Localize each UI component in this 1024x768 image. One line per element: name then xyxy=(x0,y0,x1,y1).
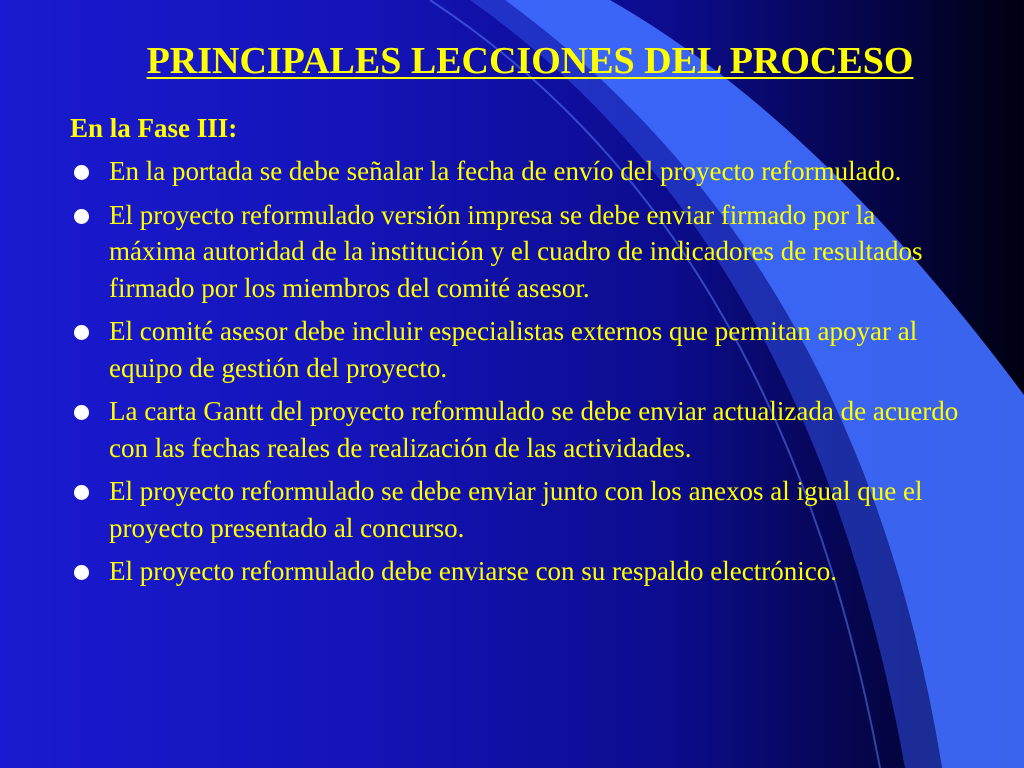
bullet-text: El proyecto reformulado versión impresa se debe enviar firmado por la máxima autoridad de la institución y el cuadro de indicadores de resultados firmado por los miembros del comité asesor. xyxy=(109,199,923,303)
bullet-dot-icon xyxy=(74,405,89,420)
bullet-item xyxy=(70,313,960,386)
bullet-dot-icon xyxy=(74,325,89,340)
bullet-list xyxy=(70,153,960,597)
bullet-text: En la portada se debe señalar la fecha de envío del proyecto reformulado. xyxy=(109,156,902,186)
bullet-item xyxy=(70,153,960,190)
bullet-item xyxy=(70,393,960,466)
bullet-item xyxy=(70,553,960,590)
bullet-dot-icon xyxy=(74,165,89,180)
bullet-dot-icon xyxy=(74,485,89,500)
bullet-text: El comité asesor debe incluir especialistas externos que permitan apoyar al equipo de gestión del proyecto. xyxy=(109,316,918,383)
bullet-text: El proyecto reformulado debe enviarse con su respaldo electrónico. xyxy=(109,556,837,586)
bullet-item xyxy=(70,473,960,546)
slide-subtitle: En la Fase III: xyxy=(70,113,238,143)
bullet-dot-icon xyxy=(74,565,89,580)
bullet-item xyxy=(70,197,960,307)
bullet-text: El proyecto reformulado se debe enviar junto con los anexos al igual que el proyecto presentado al concurso. xyxy=(109,476,923,543)
slide-title: PRINCIPALES LECCIONES DEL PROCESO xyxy=(146,40,914,82)
bullet-text: La carta Gantt del proyecto reformulado se debe enviar actualizada de acuerdo con las fechas reales de realización de las actividades. xyxy=(109,396,959,463)
bullet-dot-icon xyxy=(74,209,89,224)
